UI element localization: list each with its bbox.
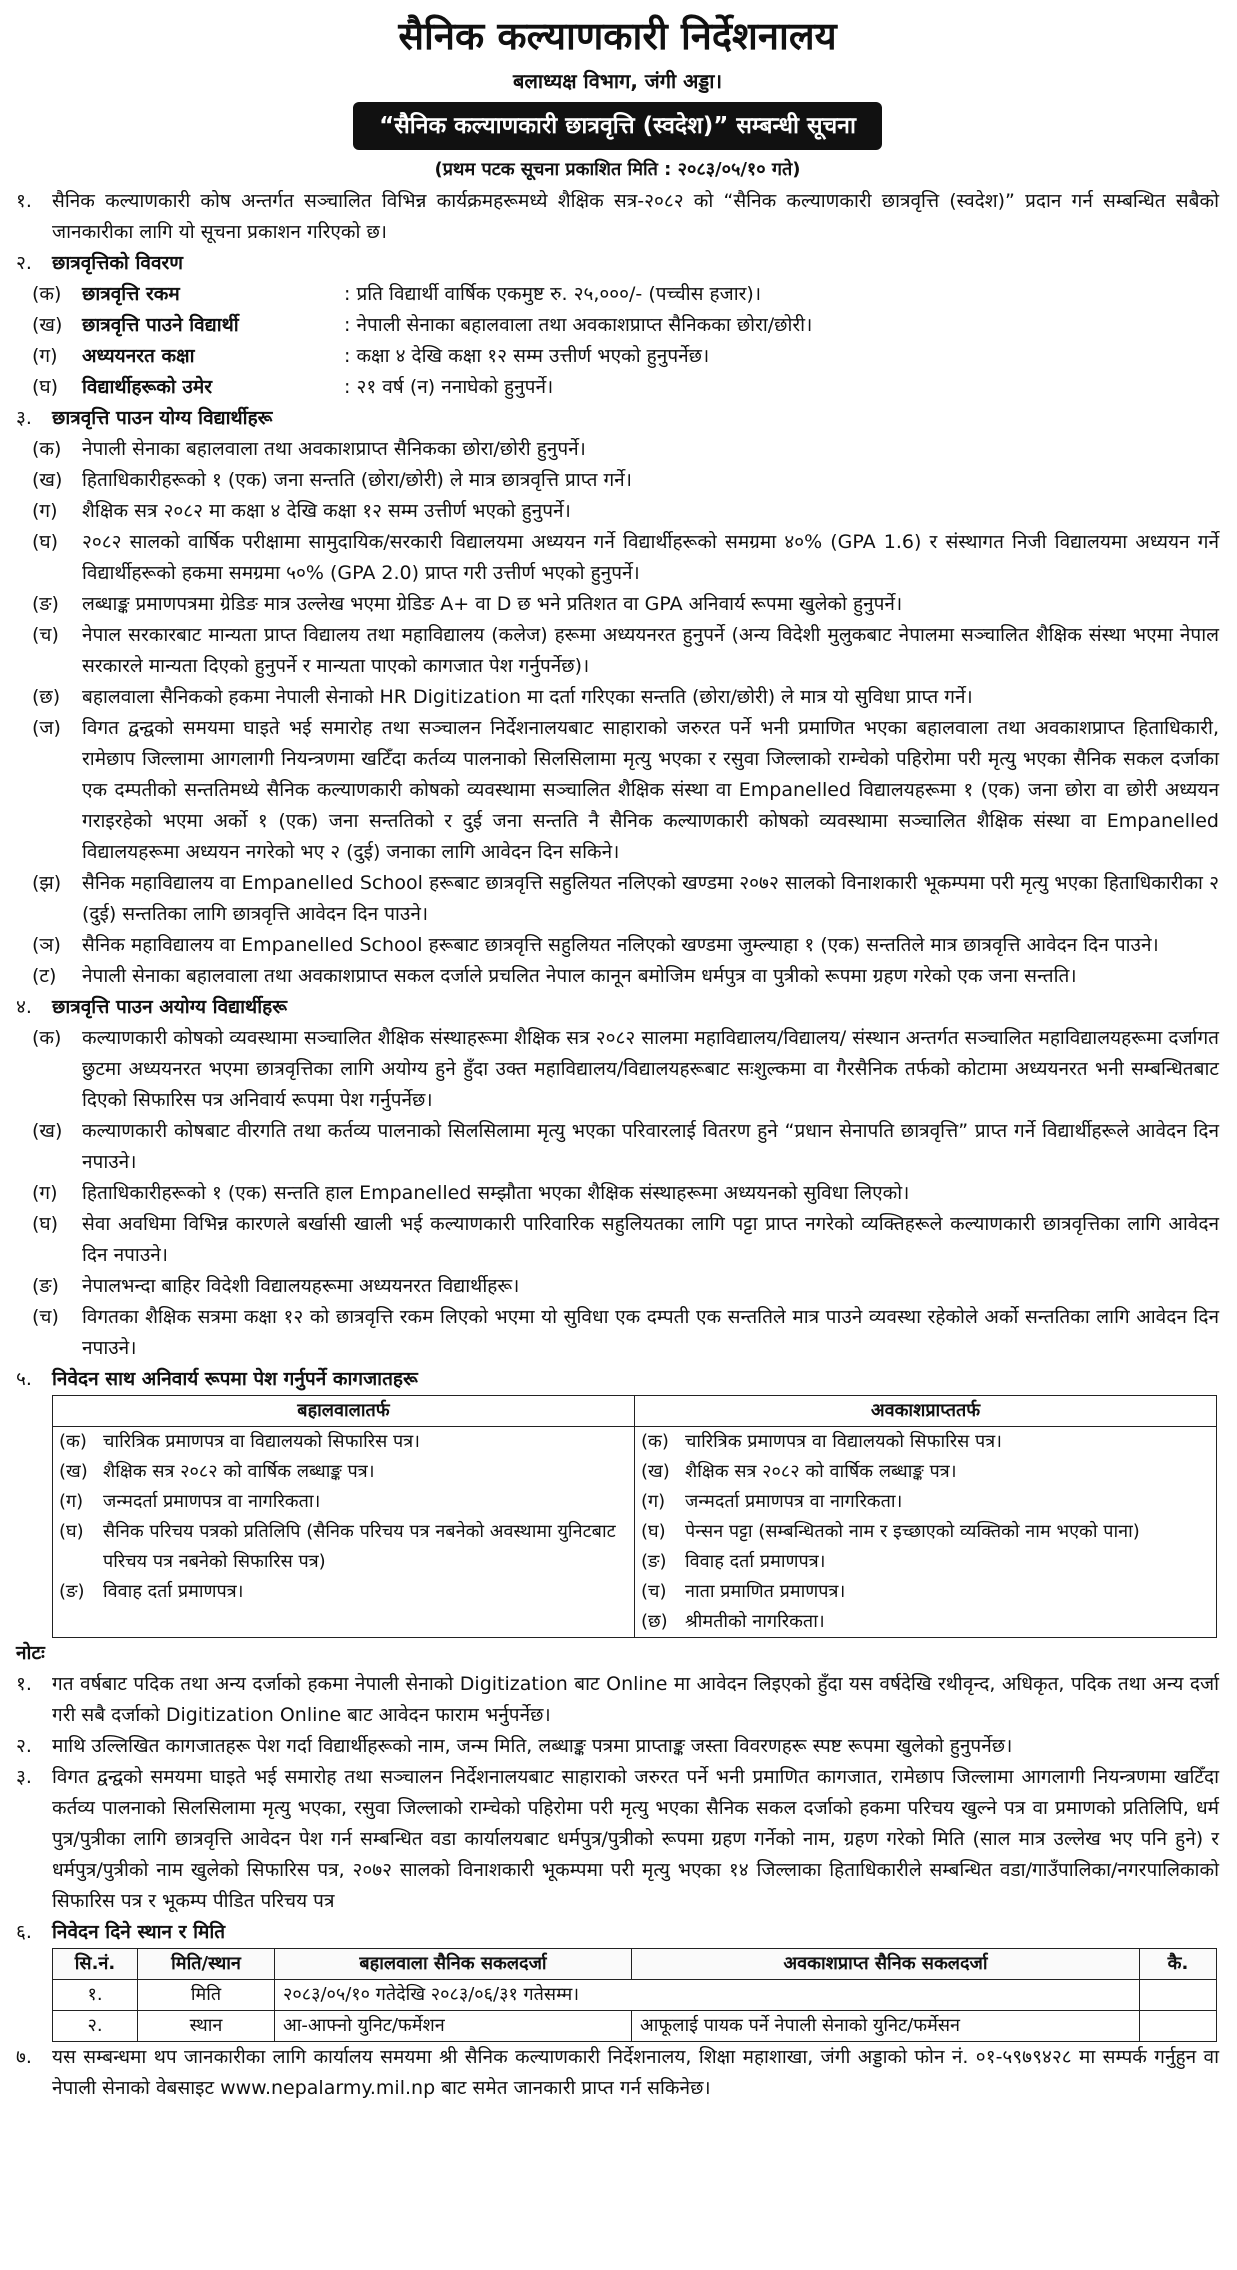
list-item: (घ) विद्यार्थीहरूको उमेर : २१ वर्ष (न) ननाघेको हुनुपर्ने।: [32, 376, 554, 398]
list-item: (ख) कल्याणकारी कोषबाट वीरगति तथा कर्तव्य पालनाको सिलसिलामा मृत्यु भएका परिवारलाई वितरण हुने “प्रधान सेनापति छात्रवृत्ति” प्राप्त गर्ने विद्यार्थीहरूले आवेदन दिन नपाउने।: [32, 1120, 1219, 1173]
column-header: मिति/स्थान: [138, 1949, 275, 1980]
list-item: (घ) पेन्सन पट्टा (सम्बन्धितको नाम र इच्छाएको व्यक्तिको नाम भएको पाना): [641, 1521, 1140, 1542]
list-item: (ग) जन्मदर्ता प्रमाणपत्र वा नागरिकता।: [59, 1491, 321, 1512]
list-item: (ङ) नेपालभन्दा बाहिर विदेशी विद्यालयहरूमा अध्ययनरत विद्यार्थीहरू।: [32, 1275, 520, 1297]
list-item: (च) नेपाल सरकारबाट मान्यता प्राप्त विद्यालय तथा महाविद्यालय (कलेज) हरूमा अध्ययनरत हुनुपर्ने (अन्य विदेशी मुलुकबाट नेपालमा सञ्चालित शैक्षिक संस्था भएमा नेपाल सरकारले मान्यता दिएको हुनुपर्ने र मान्यता पाएको कागजात पेश गर्नुपर्नेछ)।: [32, 624, 1219, 677]
list-item: (घ) सेवा अवधिमा विभिन्न कारणले बर्खासी खाली भई कल्याणकारी पारिवारिक सहुलियतका लागि पट्टा प्राप्त नगरेको व्यक्तिहरूले कल्याणकारी छात्रवृत्तिका लागि आवेदन दिन नपाउने।: [32, 1213, 1219, 1266]
column-header: बहालवाला सैनिक सकलदर्जा: [275, 1949, 632, 1980]
application-place-table: [52, 1948, 1217, 2042]
list-item: (क) नेपाली सेनाका बहालवाला तथा अवकाशप्राप्त सैनिकका छोरा/छोरी हुनुपर्ने।: [32, 438, 586, 460]
department-subtitle: बलाध्यक्ष विभाग, जंगी अड्डा।: [512, 69, 723, 93]
directorate-title: सैनिक कल्याणकारी निर्देशनालय: [398, 14, 837, 58]
list-item: (क) चारित्रिक प्रमाणपत्र वा विद्यालयको सिफारिस पत्र।: [59, 1431, 421, 1452]
section-7: [16, 2042, 1219, 2104]
section-2: [16, 248, 1219, 279]
serving-documents-cell: [53, 1427, 635, 1638]
table-row: २. स्थान आ-आफ्नो युनिट/फर्मेशन आफूलाई पायक पर्ने नेपाली सेनाको युनिट/फर्मेसन: [53, 2011, 1217, 2042]
list-item: (ग) शैक्षिक सत्र २०८२ मा कक्षा ४ देखि कक्षा १२ सम्म उत्तीर्ण भएको हुनुपर्ने।: [32, 500, 571, 522]
list-item: (ग) अध्ययनरत कक्षा : कक्षा ४ देखि कक्षा १२ सम्म उत्तीर्ण भएको हुनुपर्नेछ।: [32, 345, 710, 367]
section-6: [16, 1917, 1219, 1948]
list-item: (घ) सैनिक परिचय पत्रको प्रतिलिपि (सैनिक परिचय पत्र नबनेको अवस्थामा युनिटबाट परिचय पत्र नबनेको सिफारिस पत्र): [59, 1521, 616, 1572]
header: [16, 8, 1219, 186]
retired-documents-cell: [635, 1427, 1217, 1638]
section-number: ६.: [16, 1921, 32, 1943]
list-item: (ञ) सैनिक महाविद्यालय वा Empanelled School हरूबाट छात्रवृत्ति सहुलियत नलिएको खण्डमा जुम्ल्याहा १ (एक) सन्ततिले मात्र छात्रवृत्ति आवेदन दिन पाउने।: [32, 934, 1159, 956]
section-5: [16, 1364, 1219, 1395]
list-item: (छ) बहालवाला सैनिकको हकमा नेपाली सेनाको HR Digitization मा दर्ता गरिएका सन्तति (छोरा/छोरी) ले मात्र यो सुविधा प्राप्त गर्ने।: [32, 686, 973, 708]
section-number: १.: [16, 190, 32, 212]
list-item: (ख) छात्रवृत्ति पाउने विद्यार्थी : नेपाली सेनाका बहालवाला तथा अवकाशप्राप्त सैनिकका छोरा/छोरी।: [32, 314, 813, 336]
list-item: (ङ) लब्धाङ्क प्रमाणपत्रमा ग्रेडिङ मात्र उल्लेख भएमा ग्रेडिङ A+ वा D छ भने प्रतिशत वा GPA अनिवार्य रूपमा खुलेको हुनुपर्ने।: [32, 593, 903, 615]
list-item: १. गत वर्षबाट पदिक तथा अन्य दर्जाको हकमा नेपाली सेनाको Digitization बाट Online मा आवेदन लिइएको हुँदा यस वर्षदेखि रथीवृन्द, अधिकृत, पदिक तथा अन्य दर्जा गरी सबै दर्जाको Digitization Online बाट आवेदन फाराम भर्नुपर्नेछ।: [16, 1673, 1219, 1726]
list-item: ३. विगत द्वन्द्वको समयमा घाइते भई समारोह तथा सञ्चालन निर्देशनालयबाट साहाराको जरुरत पर्ने भनी प्रमाणित कागजात, रामेछाप जिल्लामा आगलागी नियन्त्रणमा खटिँदा कर्तव्य पालनाको सिलसिलामा मृत्यु भएका, रसुवा जिल्लाको राम्चेको पहिरोमा परी मृत्यु भएका सैनिक सकल दर्जाको हकमा परिचय खुल्ने पत्र वा प्रमाणको प्रतिलिपि, धर्म पुत्र/पुत्रीका लागि छात्रवृत्ति आवेदन पेश गर्न सम्बन्धित वडा कार्यालयबाट धर्मपुत्र/पुत्रीको रूपमा ग्रहण गर्नेको नाम, ग्रहण गरेको मिति (साल मात्र उल्लेख भए पनि हुने) र धर्मपुत्र/पुत्रीको नाम खुलेको सिफारिस पत्र, २०७२ सालको विनाशकारी भूकम्पमा परी मृत्यु भएका १४ जिल्लाका हिताधिकारीले सम्बन्धित वडा/गाउँपालिका/नगरपालिकाको सिफारिस पत्र र भूकम्प पीडित परिचय पत्र: [16, 1766, 1219, 1912]
list-item: (क) छात्रवृत्ति रकम : प्रति विद्यार्थी वार्षिक एकमुष्ट रु. २५,०००/- (पच्चीस हजार)।: [32, 283, 762, 305]
list-item: (ख) हिताधिकारीहरूको १ (एक) जना सन्तति (छोरा/छोरी) ले मात्र छात्रवृत्ति प्राप्त गर्ने।: [32, 469, 632, 491]
list-item: (च) विगतका शैक्षिक सत्रमा कक्षा १२ को छात्रवृत्ति रकम लिएको भएमा यो सुविधा एक दम्पती एक सन्ततिले मात्र पाउने व्यवस्था रहेकोले अर्को सन्ततिका लागि आवेदन दिन नपाउने।: [32, 1306, 1219, 1359]
list-item: (ख) शैक्षिक सत्र २०८२ को वार्षिक लब्धाङ्क पत्र।: [59, 1461, 375, 1482]
list-item: (घ) २०८२ सालको वार्षिक परीक्षामा सामुदायिक/सरकारी विद्यालयमा अध्ययन गर्ने विद्यार्थीहरूको समग्रमा ४०% (GPA 1.6) र संस्थागत निजी विद्यालयमा अध्ययन गर्ने विद्यार्थीहरूको हकमा समग्रमा ५०% (GPA 2.0) प्राप्त गरी उत्तीर्ण भएको हुनुपर्ने।: [32, 531, 1219, 584]
section-number: ३.: [16, 407, 32, 429]
section-heading: छात्रवृत्तिको विवरण: [52, 252, 184, 274]
list-item: (ख) शैक्षिक सत्र २०८२ को वार्षिक लब्धाङ्क पत्र।: [641, 1461, 957, 1482]
list-item: (छ) श्रीमतीको नागरिकता।: [641, 1611, 825, 1632]
note-list: [16, 1669, 1219, 1917]
section-1: [16, 186, 1219, 248]
section-number: २.: [16, 252, 32, 274]
eligible-list: [16, 434, 1219, 992]
ineligible-list: [16, 1023, 1219, 1364]
section-number: ५.: [16, 1368, 32, 1390]
list-item: (क) कल्याणकारी कोषको व्यवस्थामा सञ्चालित शैक्षिक संस्थाहरूमा शैक्षिक सत्र २०८२ सालमा महाविद्यालय/विद्यालय/ संस्थान अन्तर्गत सञ्चालित महाविद्यालयहरूमा दर्जागत छुटमा अध्ययनरत भएमा छात्रवृत्तिका लागि अयोग्य हुने हुँदा उक्त महाविद्यालय/विद्यालयहरूबाट सःशुल्कमा वा गैरसैनिक तर्फको कोटामा अध्ययनरत भनी सम्बन्धितबाट दिएको सिफारिस पत्र अनिवार्य रूपमा पेश गर्नुपर्नेछ।: [32, 1027, 1219, 1111]
note-label: नोटः: [16, 1642, 45, 1664]
section-heading: छात्रवृत्ति पाउन योग्य विद्यार्थीहरू: [52, 407, 273, 429]
contact-text: यस सम्बन्धमा थप जानकारीका लागि कार्यालय समयमा श्री सैनिक कल्याणकारी निर्देशनालय, शिक्षा महाशाखा, जंगी अड्डाको फोन नं. ०१-५९७९४२८ मा सम्पर्क गर्नुहुन वा नेपाली सेनाको वेबसाइट www.nepalarmy.mil.np बाट समेत जानकारी प्राप्त गर्न सकिनेछ।: [52, 2046, 1219, 2099]
section-heading: छात्रवृत्ति पाउन अयोग्य विद्यार्थीहरू: [52, 996, 287, 1018]
section-number: ४.: [16, 996, 32, 1018]
section-3: [16, 403, 1219, 434]
column-header: सि.नं.: [53, 1949, 138, 1980]
list-item: (ग) जन्मदर्ता प्रमाणपत्र वा नागरिकता।: [641, 1491, 903, 1512]
scholarship-details: [16, 279, 1219, 403]
list-item: (ट) नेपाली सेनाका बहालवाला तथा अवकाशप्राप्त सकल दर्जाले प्रचलित नेपाल कानून बमोजिम धर्मपुत्र वा पुत्रीको रूपमा ग्रहण गरेको एक जना सन्तति।: [32, 965, 1077, 987]
section-heading: निवेदन दिने स्थान र मिति: [52, 1921, 226, 1943]
list-item: (झ) सैनिक महाविद्यालय वा Empanelled School हरूबाट छात्रवृत्ति सहुलियत नलिएको खण्डमा २०७२ सालको विनाशकारी भूकम्पमा परी मृत्यु भएका हिताधिकारीका २ (दुई) सन्ततिका लागि छात्रवृत्ति आवेदन दिन पाउने।: [32, 872, 1219, 925]
publication-date: (प्रथम पटक सूचना प्रकाशित मिति : २०८३/०५/१० गते): [434, 159, 801, 180]
list-item: (ज) विगत द्वन्द्वको समयमा घाइते भई समारोह तथा सञ्चालन निर्देशनालयबाट साहाराको जरुरत पर्ने भनी प्रमाणित भएका बहालवाला तथा अवकाशप्राप्त हिताधिकारी, रामेछाप जिल्लामा आगलागी नियन्त्रणमा खटिँदा कर्तव्य पालनाको सिलसिलामा मृत्यु भएका र रसुवा जिल्लाको राम्चेको पहिरोमा परी मृत्यु भएका सैनिक सकल दर्जाका एक दम्पतीको सन्ततिमध्ये सैनिक कल्याणकारी कोषको व्यवस्थामा सञ्चालित शैक्षिक संस्था वा Empanelled विद्यालयहरूमा १ (एक) जना छोरा वा छोरी अध्ययन गराइरहेको भएमा अर्को १ (एक) जना सन्ततिको र दुई जना सन्तति नै सैनिक कल्याणकारी कोषको व्यवस्थामा सञ्चालित शैक्षिक संस्था वा Empanelled विद्यालयहरूमा अध्ययन नगरेको भए २ (दुई) जनाका लागि आवेदन दिन सकिने।: [32, 717, 1219, 863]
section-4: [16, 992, 1219, 1023]
column-header: कै.: [1140, 1949, 1217, 1980]
column-header: अवकाशप्राप्ततर्फ: [635, 1396, 1217, 1427]
documents-table: [52, 1395, 1217, 1638]
list-item: (ङ) विवाह दर्ता प्रमाणपत्र।: [59, 1581, 244, 1602]
column-header: अवकाशप्राप्त सैनिक सकलदर्जा: [632, 1949, 1140, 1980]
list-item: २. माथि उल्लिखित कागजातहरू पेश गर्दा विद्यार्थीहरूको नाम, जन्म मिति, लब्धाङ्क पत्रमा प्राप्ताङ्क जस्ता विवरणहरू स्पष्ट रूपमा खुलेको हुनुपर्नेछ।: [16, 1735, 1013, 1757]
list-item: (च) नाता प्रमाणित प्रमाणपत्र।: [641, 1581, 846, 1602]
column-header: बहालवालातर्फ: [53, 1396, 635, 1427]
section-1-text: सैनिक कल्याणकारी कोष अन्तर्गत सञ्चालित विभिन्न कार्यक्रमहरूमध्ये शैक्षिक सत्र-२०८२ को “सैनिक कल्याणकारी छात्रवृत्ति (स्वदेश)” प्रदान गर्न सम्बन्धित सबैको जानकारीका लागि यो सूचना प्रकाशन गरिएको छ।: [52, 190, 1219, 243]
list-item: (ग) हिताधिकारीहरूको १ (एक) सन्तति हाल Empanelled सम्झौता भएका शैक्षिक संस्थाहरूमा अध्ययनको सुविधा लिएको।: [32, 1182, 910, 1204]
list-item: (ङ) विवाह दर्ता प्रमाणपत्र।: [641, 1551, 826, 1572]
table-row: १. मिति २०८३/०५/१० गतेदेखि २०८३/०६/३१ गतेसम्म।: [53, 1980, 1217, 2011]
list-item: (क) चारित्रिक प्रमाणपत्र वा विद्यालयको सिफारिस पत्र।: [641, 1431, 1003, 1452]
notice-banner: “सैनिक कल्याणकारी छात्रवृत्ति (स्वदेश)” सम्बन्धी सूचना: [353, 102, 882, 150]
section-heading: निवेदन साथ अनिवार्य रूपमा पेश गर्नुपर्ने कागजातहरू: [52, 1368, 418, 1390]
section-number: ७.: [16, 2046, 32, 2068]
